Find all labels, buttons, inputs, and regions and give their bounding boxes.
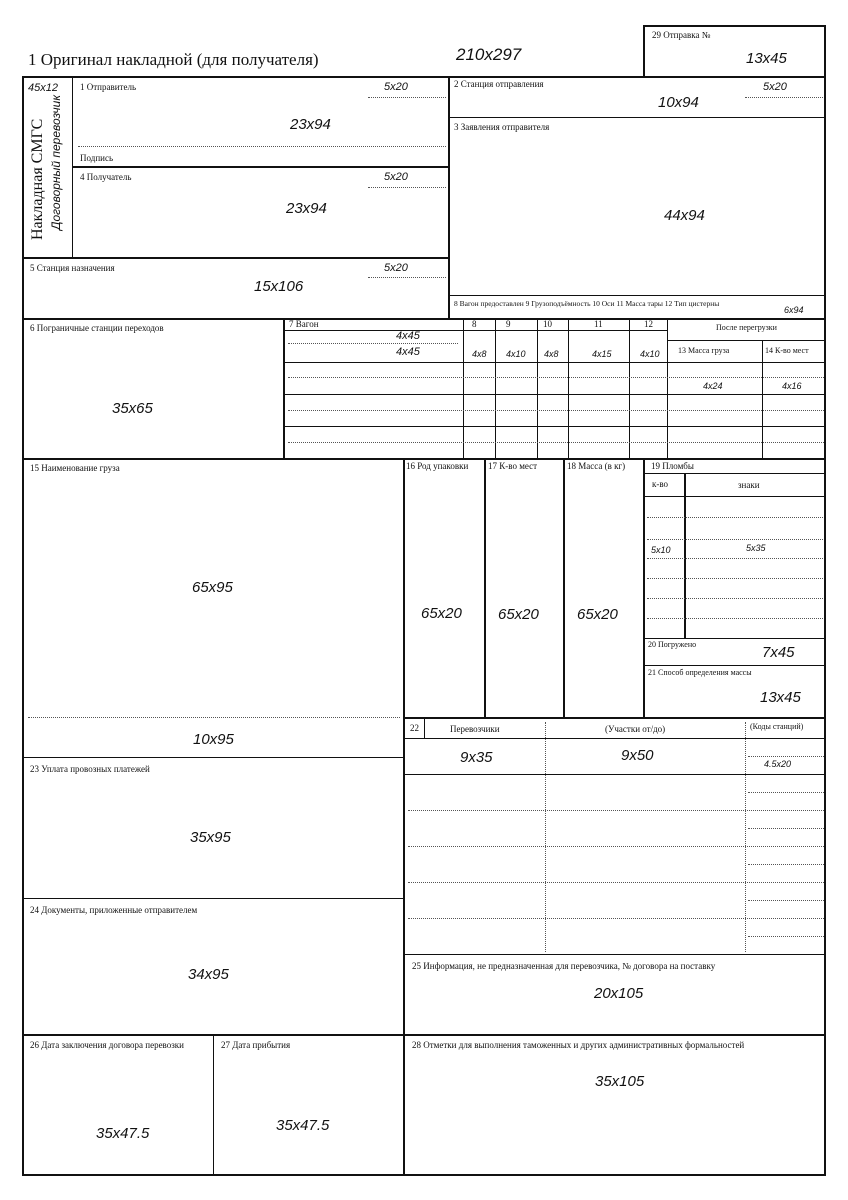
col-11-size: 4x15	[592, 349, 612, 359]
field-21-label: 21 Способ определения массы	[648, 668, 752, 677]
bottom-block-top	[23, 1034, 826, 1036]
codes-dot-a[interactable]	[748, 756, 824, 757]
field-19-qty-label: к-во	[652, 479, 669, 489]
codes-dot-b[interactable]	[748, 792, 824, 793]
col-7-size-a: 4x45	[396, 330, 420, 342]
codes-dot-f[interactable]	[748, 936, 824, 937]
after-reload-label: После перегрузки	[716, 323, 777, 332]
field-19-header-bottom	[644, 496, 826, 497]
field-19-qty-size: 5x10	[651, 545, 671, 555]
col-14-size: 4x16	[782, 381, 802, 391]
field-16-size[interactable]: 65x20	[421, 605, 462, 622]
col-10-label: 10	[543, 319, 552, 329]
field-23-size[interactable]: 35x95	[190, 829, 231, 846]
wagon-row-3	[284, 426, 825, 427]
field-19-header-top	[644, 473, 826, 474]
field-19-label: 19 Пломбы	[651, 461, 694, 471]
seal-dot-2[interactable]	[647, 539, 823, 540]
col-13-label: 13 Масса груза	[678, 346, 730, 355]
field-22-num-divider	[424, 718, 425, 738]
field-3-size[interactable]: 44x94	[664, 207, 705, 224]
field-6-right	[283, 318, 285, 458]
wagon-dot-1[interactable]	[288, 377, 824, 378]
wagon-header-row-line	[284, 330, 668, 331]
field-15-label: 15 Наименование груза	[30, 463, 120, 473]
col-9-right	[537, 318, 538, 458]
field-2-code-size: 5x20	[763, 81, 787, 93]
field-2-bottom	[449, 117, 825, 118]
field-20-size[interactable]: 7x45	[762, 644, 795, 661]
field-23-label: 23 Уплата провозных платежей	[30, 764, 150, 774]
field-3-bottom	[449, 295, 825, 296]
top-block-bottom	[23, 318, 826, 320]
seal-dot-1[interactable]	[647, 517, 823, 518]
codes-dot-c[interactable]	[748, 828, 824, 829]
field-28-size[interactable]: 35x105	[595, 1073, 645, 1090]
doc-name-vertical: Накладная СМГС	[29, 118, 46, 240]
field-15-size[interactable]: 65x95	[192, 579, 233, 596]
col-9-label: 9	[506, 319, 511, 329]
field-22-row-1	[404, 774, 826, 775]
field-22-row-4[interactable]	[408, 882, 824, 883]
field-15-bottom-size[interactable]: 10x95	[193, 731, 234, 748]
col-10-right	[568, 318, 569, 458]
field-17-size[interactable]: 65x20	[498, 606, 539, 623]
field-19-divider	[684, 473, 686, 638]
col-8-size: 4x8	[472, 349, 487, 359]
wagon-row-2	[284, 394, 825, 395]
col-17-right	[563, 458, 565, 718]
field-6-label: 6 Пограничные станции переходов	[30, 323, 164, 333]
field-19-bottom	[644, 638, 826, 639]
field-16-label: 16 Род упаковки	[406, 461, 469, 471]
field-5-label: 5 Станция назначения	[30, 263, 115, 273]
col-8-right	[495, 318, 496, 458]
field-17-label: 17 К-во мест	[488, 461, 538, 471]
field-22-carriers: Перевозчики	[450, 724, 500, 734]
field-5-size[interactable]: 15x106	[254, 278, 304, 295]
document-title: 1 Оригинал накладной (для получателя)	[28, 50, 319, 69]
col-9-size: 4x10	[506, 349, 526, 359]
field-2-code-line[interactable]	[745, 97, 823, 98]
field-26-size[interactable]: 35x47.5	[96, 1125, 150, 1142]
col-10-size: 4x8	[544, 349, 559, 359]
col-13-size: 4x24	[703, 381, 723, 391]
wagon-header-labels: 8 Вагон предоставлен 9 Грузоподъёмность 10 Оси 11 Масса тары 12 Тип цистерны	[454, 299, 720, 308]
field-22-sections-size[interactable]: 9x50	[621, 747, 654, 764]
carrier-type-vertical: Договорный перевозчик	[49, 95, 63, 230]
wagon-dot-2[interactable]	[288, 410, 824, 411]
col-7-label: 7 Вагон	[289, 319, 319, 329]
field-22-header-bottom	[404, 738, 826, 739]
field-3-label: 3 Заявления отправителя	[454, 122, 550, 132]
col-11-label: 11	[594, 319, 603, 329]
field-22-row-3[interactable]	[408, 846, 824, 847]
field-4-size[interactable]: 23x94	[286, 200, 327, 217]
wagon-row-1	[284, 362, 825, 363]
col-13-right	[762, 340, 763, 458]
field-25-label: 25 Информация, не предназначенная для перевозчика, № договора на поставку	[412, 961, 716, 971]
col-16-right	[484, 458, 486, 718]
field-15-line	[28, 717, 400, 718]
field-1-code-line[interactable]	[368, 97, 446, 98]
field-20-label: 20 Погружено	[648, 640, 697, 649]
field-6-size[interactable]: 35x65	[112, 400, 153, 417]
field-18-label: 18 Масса (в кг)	[567, 461, 626, 471]
col-11-right	[629, 318, 630, 458]
codes-dot-d[interactable]	[748, 864, 824, 865]
field-5-code-line[interactable]	[368, 277, 446, 278]
seal-dot-3[interactable]	[647, 558, 823, 559]
field-1-size[interactable]: 23x94	[290, 116, 331, 133]
field-4-code-size: 5x20	[384, 171, 408, 183]
field-26-label: 26 Дата заключения договора перевозки	[30, 1040, 184, 1050]
top-center-divider	[448, 77, 450, 318]
field-21-size[interactable]: 13x45	[760, 689, 801, 706]
codes-dot-e[interactable]	[748, 900, 824, 901]
col-18-right	[643, 458, 645, 718]
field-25-size[interactable]: 20x105	[594, 985, 644, 1002]
field-4-code-line[interactable]	[368, 187, 446, 188]
col-12-label: 12	[644, 319, 653, 329]
field-24-label: 24 Документы, приложенные отправителем	[30, 905, 198, 915]
field-15-bottom	[23, 757, 403, 758]
field-22-row-2[interactable]	[408, 810, 824, 811]
col-7-dot-a[interactable]	[288, 343, 458, 344]
field-22-codes: (Коды станций)	[750, 722, 804, 731]
field-20-bottom	[644, 665, 826, 666]
field-4-bottom	[23, 257, 448, 259]
field-1-code-size: 5x20	[384, 81, 408, 93]
col-7-size-b: 4x45	[396, 346, 420, 358]
field-28-label: 28 Отметки для выполнения таможенных и других административных формальностей	[412, 1040, 745, 1050]
field-1-label: 1 Отправитель	[80, 82, 137, 92]
page-size-label: 210x297	[456, 45, 522, 64]
field-2-size[interactable]: 10x94	[658, 94, 699, 111]
field-22-num: 22	[410, 723, 419, 733]
col-14-label: 14 К-во мест	[765, 346, 809, 355]
field-27-label: 27 Дата прибытия	[221, 1040, 291, 1050]
lower-center-divider	[403, 458, 405, 1176]
field-22-codes-size: 4.5x20	[764, 759, 792, 769]
col-8-label: 8	[472, 319, 477, 329]
field-22-bottom	[404, 954, 826, 955]
field-21-bottom	[403, 717, 826, 719]
field-26-right	[213, 1035, 214, 1176]
field-22-carriers-size[interactable]: 9x35	[460, 749, 493, 766]
field-19-marks-label: знаки	[738, 480, 760, 490]
field-29-label: 29 Отправка №	[652, 30, 711, 40]
seal-dot-5[interactable]	[647, 598, 823, 599]
field-19-marks-size: 5x35	[746, 543, 766, 553]
left-strip-size: 45x12	[28, 82, 58, 94]
field-4-label: 4 Получатель	[80, 172, 132, 182]
wagon-block-bottom	[23, 458, 826, 460]
wagon-dot-3[interactable]	[288, 442, 824, 443]
col-12-right	[667, 318, 668, 458]
field-22-sections: (Участки от/до)	[605, 724, 666, 734]
wagon-header-size: 6x94	[784, 305, 804, 315]
col-7-right	[463, 318, 464, 458]
field-18-size[interactable]: 65x20	[577, 606, 618, 623]
seal-dot-4[interactable]	[647, 578, 823, 579]
after-reload-line	[668, 340, 825, 341]
field-24-size[interactable]: 34x95	[188, 966, 229, 983]
field-1-bottom	[73, 166, 448, 168]
field-2-label: 2 Станция отправления	[454, 79, 544, 89]
form-frame	[22, 76, 826, 1176]
field-27-size[interactable]: 35x47.5	[276, 1117, 330, 1134]
seal-dot-6[interactable]	[647, 618, 823, 619]
field-5-code-size: 5x20	[384, 262, 408, 274]
field-1-line	[78, 146, 446, 147]
field-23-bottom	[23, 898, 403, 899]
field-1-signature: Подпись	[80, 153, 114, 163]
field-29-size[interactable]: 13x45	[746, 50, 787, 67]
field-22-row-5[interactable]	[408, 918, 824, 919]
col-12-size: 4x10	[640, 349, 660, 359]
